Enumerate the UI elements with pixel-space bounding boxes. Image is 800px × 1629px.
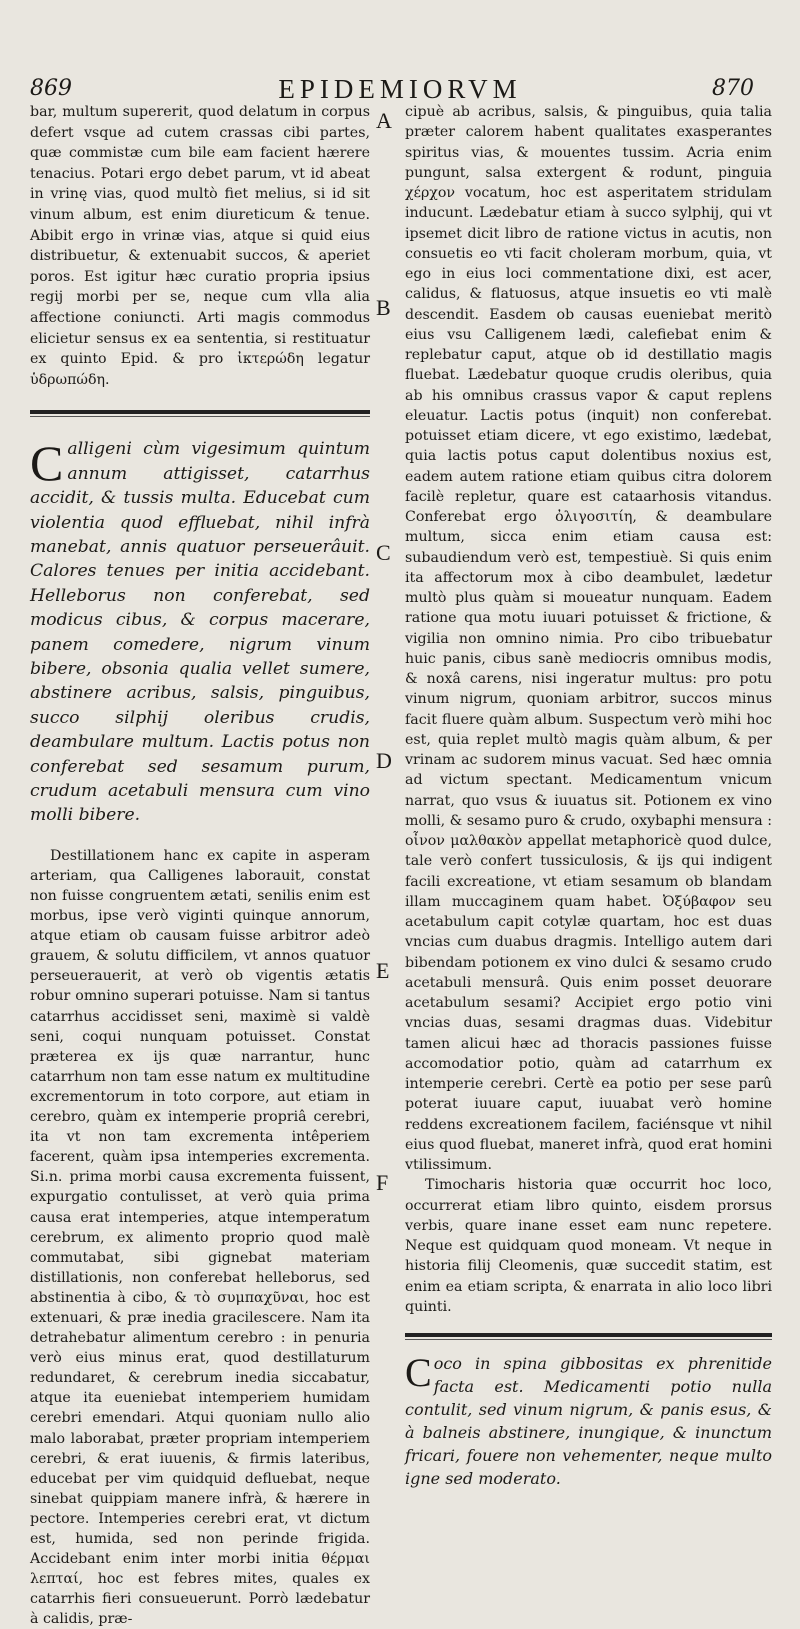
case-coo-text: oco in spina gibbositas ex phrenitide facta est. Medicamenti potio nulla contulit, sed vinum nigrum, & panis esus, & à balneis abstinere, inungique, & inunctum fricari, fouere non vehementer, neque multo igne sed moderato. [405,1354,772,1488]
margin-letter-b: B [376,295,391,320]
margin-letter-c: C [376,540,391,565]
margin-letter-a: A [376,108,392,133]
left-paragraph-2: Destillationem hanc ex capite in asperam arteriam, qua Calligenes laborauit, constat non fuisse congruentem ætati, senilis enim est morbus, ipse verò viginti quinque annorum, atque etiam ob causam fuisse arbitror adeò grauem, & solutu difficilem, vt annos quatuor perseuerauerit, at verò ob vigentis ætatis robur omnino superari potuisse. Nam si tantus catarrhus accidisset seni, maximè si valdè seni, coqui nunquam potuisset. Constat præterea ex ijs quæ narrantur, hunc catarrhum non tam esse natum ex multitudine excrementorum in toto corpore, aut etiam in cerebro, quàm ex intemperie propriâ cerebri, ita vt non tam excrementa intêperiem facerent, quàm ipsa intemperies excrementa. Si.n. prima morbi causa excrementa fuissent, expurgatio contulisset, at verò quia prima causa erat intemperies, atque intemperatum cerebrum, ex alimento proprio quod malè commutabat, sibi gignebat materiam distillationis, non conferebat helleborus, sed abstinentia à cibo, & τὸ συμπαχῦναι, hoc est extenuari, & præ inedia gracilescere. Nam ita detrahebatur alimentum cerebro : in penuria verò eius minus erat, quod destillaturum redundaret, & cerebrum inedia siccabatur, atque ita eueniebat intemperiem humidam cerebri emendari. Atqui quoniam nullo alio malo laborabat, præter propriam intemperiem cerebri, & erat iuuenis, & firmis lateribus, educebat per vim quidquid defluebat, neque sinebat quippiam manere infrà, & hærere in pectore. Intemperies cerebri erat, vt dictum est, humida, sed non perinde frigida. Accidebant enim inter morbi initia θέρμαι λεπταί, hoc est febres mites, quales ex catarrhis fieri consueuerunt. Porrò lædebatur à calidis, præ- [30,847,370,1628]
running-head: EPIDEMIORVM [278,74,522,104]
margin-letter-f: F [376,1170,389,1195]
margin-letter-d: D [376,748,392,773]
drop-cap-left: C [30,435,64,492]
case-calligenes [30,437,370,828]
left-paragraph-1: bar, multum supererit, quod delatum in corpus defert vsque ad cutem crassas cibi partes, quæ commistæ cum bile eam facient hærere tenacius. Potari ergo debet parum, vt id abeat in vrinę vias, quod multò fiet melius, si id sit vinum album, est enim diureticum & tenue. Abibit ergo in vrinæ vias, atque si quid eius distribuetur, & extenuabit succos, & aperiet poros. Est igitur hæc curatio propria ipsius regij morbi per se, neque cum vlla alia affectione coniuncti. Arti magis commodus elicietur sensus ex ea sententia, si restituatur ex quinto Epid. & pro ἰκτερώδη legatur ὑδρωπώδη. [30,104,370,388]
section-divider-left [30,410,370,417]
right-paragraph-1: cipuè ab acribus, salsis, & pinguibus, quia talia præter calorem habent qualitates exasperantes spiritus vias, & mouentes tussim. Acria enim pungunt, salsa extergent & rodunt, pinguia χέρχον vocatum, hoc est asperitatem stridulam inducunt. Lædebatur etiam à succo sylphij, qui vt ipsemet dicit libro de ratione victus in acutis, non consuetis eo vti facit choleram morbum, quia, vt ego in eius loci commentatione dixi, est acer, calidus, & flatuosus, atque insuetis eo vti malè descendit. Easdem ob causas eueniebat meritò eius vsu Calligenem lædi, calefiebat enim & replebatur caput, atque ob id destillatio magis fluebat. Lædebatur quoque crudis oleribus, quia ab his omnibus crassus vapor & caput replens eleuatur. Lactis potus (inquit) non conferebat. potuisset etiam dicere, vt ego existimo, lædebat, quia lactis potus caput dolentibus noxius est, eadem autem ratione etiam quibus citra dolorem facilè repletur, quare est cataarhosis vitandus. Conferebat ergo ὀλιγοσιτίη, & deambulare multum, sicca enim etiam causa est: subaudiendum verò est, tempestiuè. Si quis enim ita affectorum mox à cibo deambulet, lædetur multò plus quàm si moueatur nunquam. Eadem ratione qua motu iuuari potuisset & frictione, & vigilia non omnino nimia. Pro cibo tribuebatur huic panis, cibus sanè mediocris omnibus modis, & noxâ carens, nisi ingeratur multus: pro potu vinum nigrum, quoniam arbitror, succos minus facit fluere quàm album. Suspectum verò mihi hoc est, quia replet multò magis quàm album, & per vrinam ac sudorem minus vacuat. Sed hæc omnia ad victum spectant. Medicamentum vnicum narrat, quo vsus & iuuatus sit. Potionem ex vino molli, & sesamo puro & crudo, oxybaphi mensura : οἶνον μαλθακὸν appellat metaphoricè quod dulce, tale verò confert tussiculosis, & ijs qui indigent facili excreatione, vt etiam sesamum ob blandam illam muccaginem quam habet. Ὀξύβαφον seu acetabulum capit cotylæ quartam, hoc est duas vncias cum duabus dragmis. Intelligo autem dari bibendam potionem ex vino dulci & sesamo crudo acetabuli mensurâ. Quis enim posset deuorare acetabulum sesami? Accipiet ergo potio vini vncias duas, sesami dragmas duas. Videbitur tamen alicui hæc ad thoracis passiones fuisse accomodatior potio, quàm ad catarrhum ex intemperie cerebri. Certè ea potio per sese parû poterat iuuare caput, iuuabat verò homine reddens excreationem facilem, faciénsque vt nihil eius quod fluebat, maneret infrà, quod erat homini vtilissimum. [405,104,772,1173]
section-divider-right [405,1333,772,1340]
case-calligenes-text: alligeni cùm vigesimum quintum annum attigisset, catarrhus accidit, & tussis multa. Educebat cum violentia quod effluebat, nihil infrà manebat, annis quatuor perseuerâuit. Calores tenues per initia accidebant. Helleborus non conferebat, sed modicus cibus, & corpus macerare, panem comedere, nigrum vinum bibere, obsonia qualia vellet sumere, abstinere acribus, salsis, pinguibus, succo silphij oleribus crudis, deambulare multum. Lactis potus non conferebat sed sesamum purum, crudum acetabuli mensura cum vino molli bibere. [30,439,370,826]
margin-letter-e: E [376,958,390,983]
right-paragraph-2: Timocharis historia quæ occurrit hoc loco, occurrerat etiam libro quinto, eisdem prorsus verbis, quare inane esset eam nunc repetere. Neque est quidquam quod moneam. Vt neque in historia filij Cleomenis, quæ succedit statim, est enim ea etiam scripta, & enarrata in alio loco libri quinti. [405,1177,772,1315]
page-number-right: 870 [712,76,754,101]
right-column [405,102,772,1490]
case-coo [405,1352,772,1490]
page-number-left: 869 [30,76,72,101]
drop-cap-right: C [405,1350,432,1395]
left-column [30,102,370,1629]
